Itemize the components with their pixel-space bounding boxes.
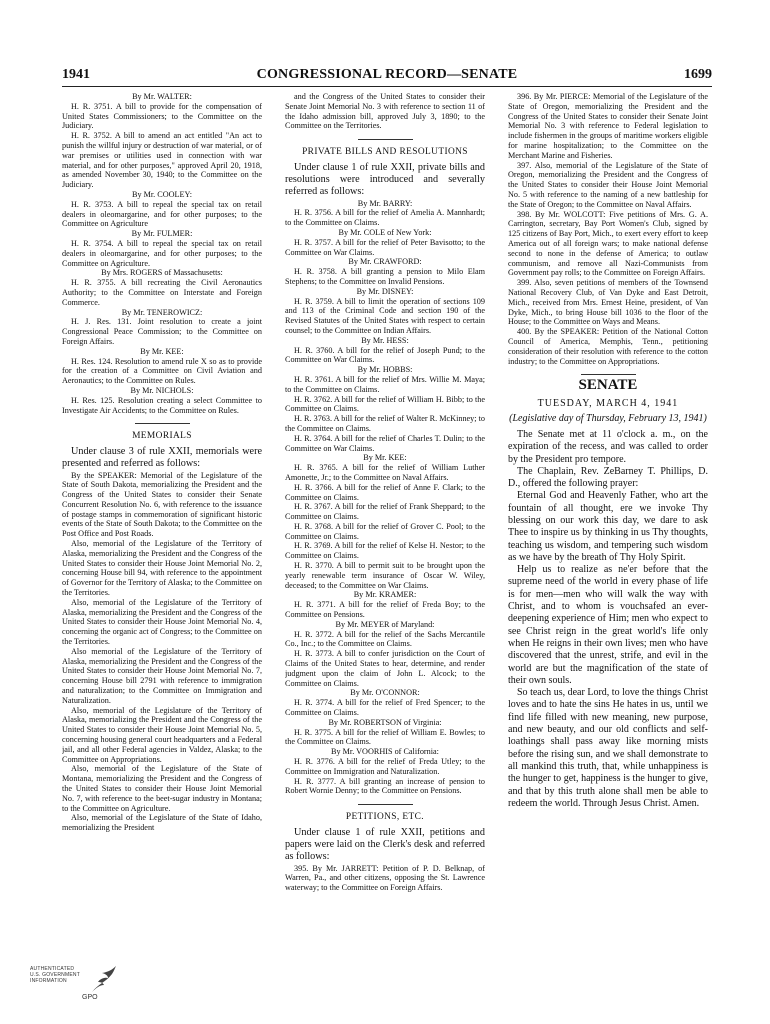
gpo-authentication-seal [30, 960, 130, 1010]
paragraph: H. R. 3767. A bill for the relief of Frank Sheppard; to the Committee on Claims. [285, 502, 485, 522]
section-heading: PETITIONS, ETC. [345, 812, 425, 823]
speaker-line: By Mr. FULMER: [131, 229, 193, 239]
speaker-line: By Mr. COLE of New York: [338, 227, 432, 237]
speaker-line: By Mr. VOORHIS of California: [331, 747, 439, 757]
legislative-day: (Legislative day of Thursday, February 13, 1941) [509, 412, 707, 424]
speaker-line: By Mr. ROBERTSON of Virginia: [328, 717, 442, 727]
paragraph: H. Res. 125. Resolution creating a select Committee to Investigate Air Accidents; to the Committee on Rules. [62, 395, 262, 415]
auth-line: INFORMATION [30, 978, 67, 984]
section-intro: Under clause 1 of rule XXII, petitions and papers were laid on the Clerk's desk and referred as follows: [285, 827, 485, 863]
paragraph: Also memorial of the Legislature of the Territory of Alaska, memorializing the President and the Congress of the United States to consider their House Joint Memorial No. 7, concerning House bill 2791 with reference to immigration and naturalization; to the Committee on Immigration and Naturalization. [62, 646, 262, 705]
speaker-line: By Mr. CRAWFORD: [348, 257, 422, 267]
paragraph: H. R. 3757. A bill for the relief of Peter Bavisotto; to the Committee on War Claims. [285, 237, 485, 257]
paragraph: H. R. 3758. A bill granting a pension to Milo Elam Stephens; to the Committee on Invalid Pensions. [285, 267, 485, 286]
section-divider [358, 139, 413, 140]
paragraph: H. R. 3771. A bill for the relief of Freda Boy; to the Committee on Pensions. [285, 600, 485, 620]
paragraph: 396. By Mr. PIERCE: Memorial of the Legislature of the State of Oregon, memorializing the President and the Congress of the United States to consider their Senate Joint Memorial No. 3 with reference to Federal legislation to include fishermen in the groups of maritime workers eligible for marine hospitalization; to the Committee on the Merchant Marine and Fisheries. [508, 92, 708, 160]
paragraph: and the Congress of the United States to consider their Senate Joint Memorial No. 3 with reference to section 11 of the Idaho admission bill, approved July 3, 1890; to the Committee on the Territories. [285, 92, 485, 131]
header-rule [62, 86, 712, 87]
speaker-line: By Mr. BARRY: [357, 198, 413, 208]
paragraph: H. R. 3776. A bill for the relief of Freda Utley; to the Committee on Immigration and Naturalization. [285, 757, 485, 776]
column-right [508, 92, 708, 982]
paragraph: H. R. 3755. A bill recreating the Civil Aeronautics Authority; to the Committee on Interstate and Foreign Commerce. [62, 278, 262, 307]
paragraph: H. J. Res. 131. Joint resolution to create a joint Congressional Peace Commission; to the Committee on Foreign Affairs. [62, 317, 262, 346]
section-divider [358, 804, 413, 805]
paragraph: H. R. 3753. A bill to repeal the special tax on retail dealers in oleomargarine, and for other purposes; to the Committee on Agriculture [62, 199, 262, 229]
paragraph: H. R. 3777. A bill granting an increase of pension to Robert Wornie Denny; to the Committee on Pensions. [285, 776, 485, 796]
paragraph: H. R. 3756. A bill for the relief of Amelia A. Mannhardt; to the Committee on Claims. [285, 208, 485, 228]
header-title: CONGRESSIONAL RECORD—SENATE [256, 67, 518, 82]
paragraph: H. R. 3752. A bill to amend an act entitled "An act to punish the willful injury or destruction of war material, or of war premises or utilities used in connection with war material, and for other purposes," approved April 20, 1918, as amended November 30, 1940; to the Committee on the Judiciary. [62, 131, 262, 190]
paragraph: 395. By Mr. JARRETT: Petition of P. D. Belknap, of Warren, Pa., and other citizens, opposing the St. Lawrence waterway; to the Committee on Foreign Affairs. [285, 863, 485, 893]
speaker-line: By Mr. WALTER: [132, 92, 192, 101]
paragraph: Also, memorial of the Legislature of the State of Montana, memorializing the President and the Congress of the United States to consider their House Joint Memorial No. 7, with reference to the beet-sugar industry in Montana; to the Committee on Agriculture. [62, 764, 262, 813]
paragraph: Also, memorial of the Legislature of the Territory of Alaska, memorializing the President and the Congress of the United States to consider their House Joint Memorial No. 4, concerning the organic act of Congress; to the Committee on the Territories. [62, 597, 262, 647]
paragraph: H. R. 3769. A bill for the relief of Kelse H. Nestor; to the Committee on Claims. [285, 541, 485, 561]
paragraph: H. R. 3774. A bill for the relief of Fred Spencer; to the Committee on Claims. [285, 698, 485, 718]
column-left [62, 92, 262, 982]
senate-heading: SENATE [578, 377, 638, 394]
paragraph: H. R. 3775. A bill for the relief of William E. Bowles; to the Committee on Claims. [285, 727, 485, 747]
speaker-line: By Mr. NICHOLS: [130, 385, 194, 395]
paragraph: H. Res. 124. Resolution to amend rule X so as to provide for the creation of a Committee on Civil Aviation and Aeronautics; to the Committee on Rules. [62, 356, 262, 386]
header-page-number: 1699 [684, 67, 712, 82]
speaker-line: By Mr. DISNEY: [356, 286, 414, 296]
speaker-line: By Mr. COOLEY: [132, 189, 192, 199]
speaker-line: By Mrs. ROGERS of Massachusetts: [101, 268, 223, 278]
speaker-line: By Mr. TENEROWICZ: [121, 307, 203, 317]
prose-paragraph: Eternal God and Heavenly Father, who art the fountain of all thought, ere we invoke Thy blessing on our work this day, we dare to ask Thee to inspire us by thinking in us Thy thoughts, teaching us wisdom, and tempering such wisdom as we have by the breath of Thy Holy Spirit. [508, 490, 708, 563]
speaker-line: By Mr. HESS: [361, 335, 409, 345]
paragraph: H. R. 3764. A bill for the relief of Charles T. Dulin; to the Committee on War Claims. [285, 433, 485, 453]
speaker-line: By Mr. MEYER of Maryland: [335, 619, 435, 629]
paragraph: H. R. 3759. A bill to limit the operation of sections 109 and 113 of the Criminal Code and section 190 of the Revised Statutes of the United States with respect to certain counsel; to the Committee on Indian Affairs. [285, 296, 485, 335]
speaker-line: By Mr. KEE: [363, 453, 407, 463]
paragraph: H. R. 3762. A bill for the relief of William H. Bibb; to the Committee on Claims. [285, 394, 485, 414]
authentication-text [30, 966, 80, 984]
paragraph: H. R. 3773. A bill to confer jurisdiction on the Court of Claims of the United States to hear, determine, and render judgment upon the claim of John L. Alcock; to the Committee on Claims. [285, 649, 485, 688]
section-intro: Under clause 1 of rule XXII, private bills and resolutions were introduced and severally referred as follows: [285, 161, 485, 198]
paragraph: H. R. 3768. A bill for the relief of Grover C. Pool; to the Committee on Claims. [285, 521, 485, 541]
prose-paragraph: The Chaplain, Rev. ZeBarney T. Phillips, D. D., offered the following prayer: [508, 465, 708, 490]
paragraph: Also, memorial of the Legislature of the Territory of Alaska, memorializing the President and the Congress of the United States to consider their House Joint Memorial No. 5, concerning housing general court headquarters and a Federal jail, and all other Federal agencies in Valdez, Alaska; to the Committee on Appropriations. [62, 705, 262, 764]
gpo-label: GPO [82, 994, 98, 1001]
paragraph: Also, memorial of the Legislature of the Territory of Alaska, memorializing the President and the Congress of the United States to consider their House Joint Memorial No. 2, concerning House bill 94, with reference to the appointment of Governor for the Territory of Alaska; to the Committee on the Territories. [62, 539, 262, 598]
paragraph: H. R. 3751. A bill to provide for the compensation of United States Commissioners; to the Committee on the Judiciary. [62, 101, 262, 131]
speaker-line: By Mr. KEE: [140, 346, 184, 356]
eagle-icon [88, 964, 118, 998]
section-heading: PRIVATE BILLS AND RESOLUTIONS [302, 147, 468, 158]
prose-paragraph: The Senate met at 11 o'clock a. m., on the expiration of the recess, and was called to order by the President pro tempore. [508, 428, 708, 465]
paragraph: H. R. 3765. A bill for the relief of William Luther Amonette, Jr.; to the Committee on Naval Affairs. [285, 463, 485, 482]
paragraph: 397. Also, memorial of the Legislature of the State of Oregon, memorializing the President and the Congress of the United States to consider their House Joint Memorial No. 5 with reference to the naming of a new battleship for the State of Oregon; to the Committee on Naval Affairs. [508, 160, 708, 209]
section-divider [135, 423, 190, 424]
paragraph: Also, memorial of the Legislature of the State of Idaho, memorializing the President [62, 813, 262, 833]
paragraph: H. R. 3766. A bill for the relief of Anne F. Clark; to the Committee on Claims. [285, 482, 485, 502]
session-date: TUESDAY, MARCH 4, 1941 [537, 398, 679, 410]
speaker-line: By Mr. KRAMER: [353, 590, 417, 600]
auth-line: AUTHENTICATED [30, 966, 75, 972]
paragraph: H. R. 3772. A bill for the relief of the Sachs Mercantile Co., Inc.; to the Committee on Claims. [285, 629, 485, 649]
speaker-line: By Mr. O'CONNOR: [350, 688, 420, 698]
paragraph: H. R. 3761. A bill for the relief of Mrs. Willie M. Maya; to the Committee on Claims. [285, 374, 485, 394]
auth-line: U.S. GOVERNMENT [30, 972, 80, 978]
section-divider [581, 374, 636, 375]
speaker-line: By Mr. HOBBS: [357, 365, 413, 375]
paragraph: 398. By Mr. WOLCOTT: Five petitions of Mrs. G. A. Carrington, secretary, Bay Port Women's Club, signed by 125 citizens of Bay Port, Mich., to exert every effort to keep America out of all foreign wars; to make national defense second to none in the defense of America; to outlaw communism, and remove all Nazi-Communists from Government pay rolls; to the Committee on Foreign Affairs. [508, 209, 708, 278]
header-year: 1941 [62, 67, 90, 82]
column-middle [285, 92, 485, 982]
paragraph: H. R. 3770. A bill to permit suit to be brought upon the yearly renewable term insurance of Oscar W. Wiley, deceased; to the Committee on War Claims. [285, 561, 485, 590]
paragraph: 399. Also, seven petitions of members of the Townsend National Recovery Club, of Van Dyke and East Detroit, Mich., received from Mrs. Ernest Heine, president, of Van Dyke, Mich., to bring House bill 1036 to the floor of the House; to the Committee on Ways and Means. [508, 278, 708, 327]
page-header [62, 66, 712, 84]
prose-paragraph: Help us to realize as ne'er before that the supreme need of the world in every phase of life is for men—men who will walk the way with Christ, and to whom is vouchsafed an ever-deepening experience of Him; men who expect to see Christ reign in the great world's life only when He reigns in their own lives; men who have discovered that the unrest, strife, and evil in the world are but the magnification of the state of their own souls. [508, 564, 708, 686]
paragraph: By the SPEAKER: Memorial of the Legislature of the State of South Dakota, memorializing the President and the Congress of the United States to consider their Senate Concurrent Resolution No. 6, with reference to the issuance of postage stamps in commemoration of significant historic events of the State of South Dakota; to the Committee on the Post Office and Post Roads. [62, 470, 262, 539]
prose-paragraph: So teach us, dear Lord, to love the things Christ loves and to hate the sins He hates in us, until we find life filled with new meaning, new purpose, and new beauty, and our old conflicts and self-loathings shall pass away like morning mists before the rising sun, and we shall demonstrate to all mankind this truth, that, while unhappiness is the hunger to get, happiness is the hunger to give, and that by this truth alone shall men be able to redeem the world. Through Jesus Christ. Amen. [508, 687, 708, 809]
paragraph: 400. By the SPEAKER: Petition of the National Cotton Council of America, Memphis, Tenn., petitioning consideration of their resolution with reference to the cotton industry; to the Committee on Appropriations. [508, 327, 708, 366]
paragraph: H. R. 3760. A bill for the relief of Joseph Pund; to the Committee on War Claims. [285, 345, 485, 365]
section-intro: Under clause 3 of rule XXII, memorials were presented and referred as follows: [62, 446, 262, 470]
section-heading: MEMORIALS [132, 431, 192, 442]
paragraph: H. R. 3763. A bill for the relief of Walter R. McKinney; to the Committee on Claims. [285, 414, 485, 433]
paragraph: H. R. 3754. A bill to repeal the special tax on retail dealers in oleomargarine, and for other purposes; to the Committee on Agriculture. [62, 238, 262, 268]
